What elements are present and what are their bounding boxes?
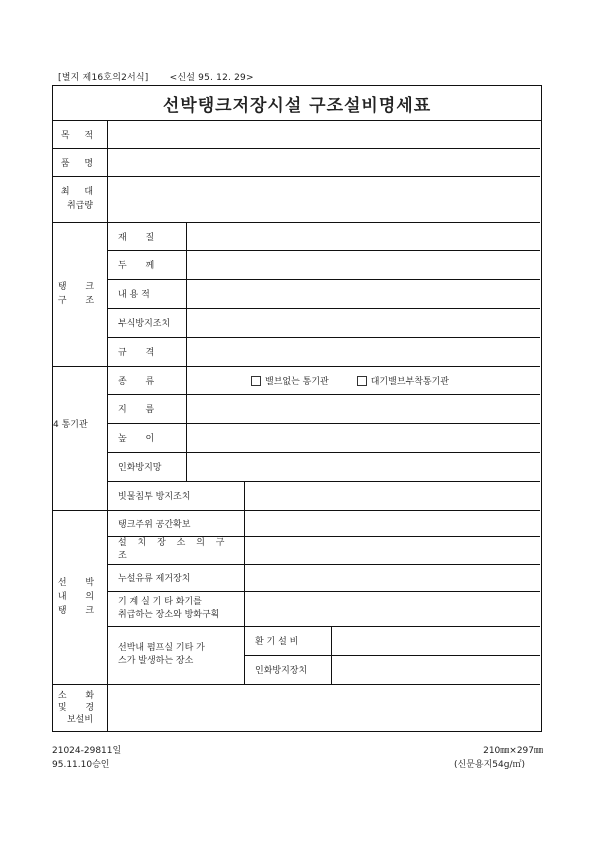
fire-equipment-field[interactable] <box>108 684 540 731</box>
max-qty-label-line1: 최 대 <box>60 187 100 197</box>
max-qty-label <box>53 176 107 222</box>
option-valveless[interactable] <box>251 374 329 387</box>
install-place-field[interactable] <box>245 536 540 564</box>
form-code: 21024-29811일 <box>52 746 122 756</box>
leak-removal-label: 누설유류 제거장치 <box>118 574 191 584</box>
spec-form <box>52 85 542 732</box>
purpose-label: 목 적 <box>60 130 100 141</box>
engine-room-line1: 기 계 실 기 타 화기를 <box>118 596 202 607</box>
vent-type-label: 종 류 <box>118 376 163 387</box>
volume-label: 내 용 적 <box>118 290 150 300</box>
thickness-field[interactable] <box>187 250 540 279</box>
onboard-tank-line3: 탱 크 <box>57 606 103 616</box>
pump-room-line2: 스가 발생하는 장소 <box>118 656 194 666</box>
flame-arrester-label: 인화방지망 <box>118 463 162 473</box>
ventilation-label: 환 기 설 비 <box>255 637 299 647</box>
material-label: 재 질 <box>118 232 163 243</box>
tank-space-label: 탱크주위 공간확보 <box>118 519 191 530</box>
form-header <box>58 70 254 83</box>
height-label: 높 이 <box>118 434 163 444</box>
paper-size: 210㎜×297㎜ <box>483 746 543 756</box>
form-number: [별지 제16호의2서식] <box>58 73 149 83</box>
purpose-field[interactable] <box>108 120 540 148</box>
pump-room-line1: 선박내 펌프실 기타 가 <box>118 643 205 653</box>
fire-equipment-line1: 소 화 <box>57 690 103 701</box>
onboard-tank-line1: 선 박 <box>57 578 103 588</box>
anticorrosion-field[interactable] <box>187 308 540 337</box>
tank-space-field[interactable] <box>245 510 540 536</box>
checkbox-icon[interactable] <box>251 376 261 386</box>
rain-protection-field[interactable] <box>245 481 540 510</box>
flame-arrester-device-field[interactable] <box>332 655 540 684</box>
volume-field[interactable] <box>187 279 540 308</box>
pump-room-label <box>108 626 244 684</box>
diameter-label: 지 름 <box>118 405 163 415</box>
diameter-field[interactable] <box>187 394 540 423</box>
vent-type-options <box>187 366 540 394</box>
spec-label: 규 격 <box>118 348 163 358</box>
height-field[interactable] <box>187 423 540 452</box>
spec-field[interactable] <box>187 337 540 366</box>
leak-removal-field[interactable] <box>245 564 540 591</box>
thickness-label: 두 께 <box>118 261 163 271</box>
onboard-tank-line2: 내 의 <box>57 592 103 602</box>
product-field[interactable] <box>108 148 540 176</box>
approval-date: 95.11.10승인 <box>52 760 110 770</box>
tank-structure-line2: 구 조 <box>57 296 103 306</box>
fire-equipment-label <box>53 684 107 731</box>
engine-room-label <box>108 591 244 626</box>
ventilation-field[interactable] <box>332 626 540 655</box>
revision-note: <신설 95. 12. 29> <box>169 73 254 83</box>
option-valve-attached-label: 대기밸브부착통기관 <box>370 376 449 387</box>
max-qty-field[interactable] <box>108 176 540 222</box>
anticorrosion-label: 부식방지조치 <box>118 319 171 329</box>
fire-equipment-line3: 보설비 <box>66 714 94 725</box>
option-valveless-label: 밸브없는 통기관 <box>265 376 329 387</box>
engine-room-line2: 취급하는 장소와 방화구획 <box>118 609 220 620</box>
fire-equipment-line2: 및 경 <box>57 702 103 713</box>
engine-room-field[interactable] <box>245 591 540 626</box>
material-field[interactable] <box>187 222 540 250</box>
install-place-label: 설 치 장 소 의 구 조 <box>118 538 229 561</box>
form-title: 선박탱크저장시설 구조설비명세표 <box>53 86 541 121</box>
checkbox-icon[interactable] <box>357 376 367 386</box>
tank-structure-line1: 탱 크 <box>57 282 103 292</box>
paper-type: (신문용지54g/㎡) <box>454 760 525 770</box>
product-label: 품 명 <box>60 158 100 169</box>
rain-protection-label: 빗물침투 방지조치 <box>118 492 191 502</box>
max-qty-label-line2: 취급량 <box>66 201 94 211</box>
option-valve-attached[interactable] <box>357 374 449 387</box>
tank-structure-label <box>53 222 107 366</box>
flame-arrester-field[interactable] <box>187 452 540 481</box>
vent-pipe-label: 4 통기관 <box>53 420 88 430</box>
onboard-tank-label <box>53 510 107 684</box>
flame-arrester-device-label: 인화방지장치 <box>255 666 308 676</box>
